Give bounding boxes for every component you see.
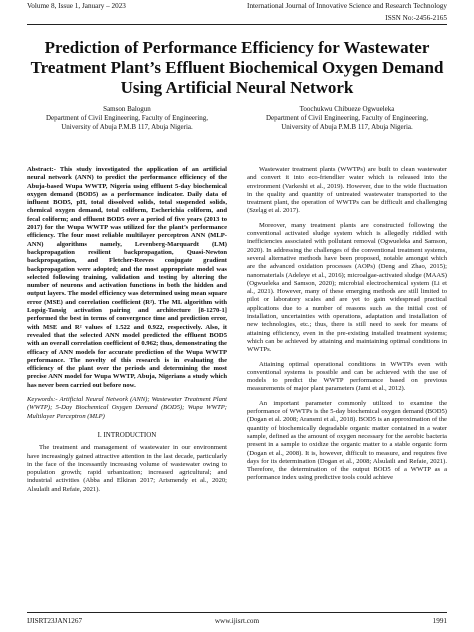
author-1 <box>27 105 227 132</box>
journal-name: International Journal of Innovative Science and Research Technology <box>247 2 447 10</box>
issn: ISSN No:-2456-2165 <box>385 14 447 22</box>
author-dept: Department of Civil Engineering, Faculty of Engineering, <box>265 114 429 122</box>
right-column <box>247 166 447 489</box>
body-paragraph-4: An important parameter commonly utilized to examine the performance of WWTPs is the 5-day biochemical oxygen demand (BOD5) (Dogan et al. 2008; Aransmi et al., 2018). BOD5 is an approximation of the quantity of biochemically degradable organic matter contained in a water sample, defined as the amount of oxygen necessary for the aerobic bacteria present in a sample to oxidize the organic matter to a stable organic form (Dogan et al., 2008). It is, however, difficult to measure, and requires five days for its determination (Dogan et al., 2008; Alsulaili and Refaie, 2021). Therefore, the determination of the output BOD5 of a WWTP as a performance index using predictive tools could achieve <box>247 399 447 482</box>
intro-paragraph: The treatment and management of wastewater in our environment have increasingly gained attractive attention in the last decade, particularly in the face of the incessantly increasing volume of wastewater owing to population growth; rapid urbanization; increased agricultural; and industrial activities (Abba and Elkiran 2017; Arismendy et al., 2020; Alsulaili and Refaie, 2021). <box>27 444 227 493</box>
abstract: Abstract:- This study investigated the application of an artificial neural network (ANN) to predict the performance efficiency of the Abuja-based Wupa WWTP, Nigeria using effluent 5-day biochemical oxygen demand (BOD5) as a performance indicator. Daily data of influent BOD5, pH, total dissolved solids, total suspended solids, chemical oxygen demand, total coliform, Escherichia coliform, and fecal coliform; and effluent BOD5 over a period of five years (2013 to 2017) for the Wupa WWTP was utilized for the plant’s performance efficiency. The four most reliable multilayer perceptron ANN (MLP-ANN) algorithms namely, Levenberg-Marquardt (LM) backpropagation resilient backpropagation, Quasi-Newton backpropagation, and Fletcher-Reeves conjugate gradient backpropagation were adopted; and the most appropriate model was selected following training, validation and testing by altering the number of neurons and activation functions in both the hidden and output layers. The model efficiency was determined using mean square error (MSE) and correlation coefficient (R²). The ML algorithm with Logsig-Tansig activation pairing and architecture [8-1270-1] performed the best in terms of convergence time and prediction error, with MSE and R² values of 1.522 and 0.922, respectively. Also, it revealed that the selected ANN model predicted the effluent BOD5 with an overall correlation coefficient of 0.962; thus, demonstrating the efficacy of ANN models for accurate prediction of the Wupa WWTP performance. The novelty of this research is in evaluating the efficiency of the plant over the periods and determining the most precise ANN model for Wupa WWTP, Abuja, Nigerians a study which has never been carried out before now. <box>27 166 227 389</box>
page-footer <box>27 612 447 628</box>
body-paragraph-2: Moreover, many treatment plants are constructed following the conventional activated sludge system which is allegedly riddled with inefficiencies associated with pollutant removal (Ogwueleka and Samson, 2020). In addressing the challenges of the conventional treatment systems, several alternative methods have been proposed, notable amongst which are the advanced oxidation processes (AOPs) (Deng and Zhao, 2015); nanomaterials (Adeleye et al., 2016); microalgae-activated sludge (MAAS) (Ogwueleka and Samson, 2020); microbial electrochemical system (Li et al., 2021). However, many of these emerging methods are still limited to pilot or laboratory scales and are yet to gain widespread practical applications due to a number of reasons such as the initial cost of installation, uncertainties with operations, adaptation and installation of new technologies, etc.; thus, there is still need to seek for means of attaining efficiency, even in the pre-existing installed treatment systems; which can be achieved by attaining and maintaining optimal conditions in WWTPs. <box>247 221 447 354</box>
running-header <box>27 2 447 16</box>
author-inst: University of Abuja P.M.B 117, Abuja Nigeria. <box>281 123 413 131</box>
body-paragraph-1: Wastewater treatment plants (WWTPs) are built to clean wastewater and convert it into eco-friendlier water which is released into the environment (Varkeshi et al., 2019). However, due to the wide fluctuation in the quality and quantity of untreated wastewater transported to the treatment plant, the operation of WWTPs can be difficult and challenging (Szeląg et al. 2017). <box>247 166 447 215</box>
journal-website[interactable]: www.ijisrt.com <box>214 617 260 625</box>
authors-block <box>27 105 447 165</box>
author-name: Toochukwu Chibueze Ogwueleka <box>299 105 395 113</box>
volume-issue: Volume 8, Issue 1, January – 2023 <box>27 2 126 10</box>
paper-title: Prediction of Performance Efficiency for Wastewater Treatment Plant’s Effluent Biochemical Oxygen Demand Using Artificial Neural Network <box>30 38 444 97</box>
author-2 <box>247 105 447 132</box>
body-paragraph-3: Attaining optimal operational conditions in WWTPs even with conventional systems is possible and can be achieved with the use of models to predict the WWTP performance based on previous measurements of major plant parameters (Jami et al., 2012). <box>247 360 447 393</box>
author-dept: Department of Civil Engineering, Faculty of Engineering, <box>45 114 209 122</box>
author-name: Samson Balogun <box>103 105 151 113</box>
footer-rule <box>27 612 447 613</box>
section-heading: I. INTRODUCTION <box>97 430 157 439</box>
page-number: 1991 <box>432 617 447 625</box>
paper-id: IJISRT23JAN1267 <box>27 617 83 625</box>
left-column <box>27 166 227 500</box>
author-inst: University of Abuja P.M.B 117, Abuja Nigeria. <box>61 123 193 131</box>
header-rule <box>27 24 447 25</box>
keywords: Keywords:- Artificial Neural Network (ANN); Wastewater Treatment Plant (WWTP); 5-Day Biochemical Oxygen Demand (BOD5); Wupa WWTP; Multilayer Perceptron (MLP) <box>27 396 227 420</box>
